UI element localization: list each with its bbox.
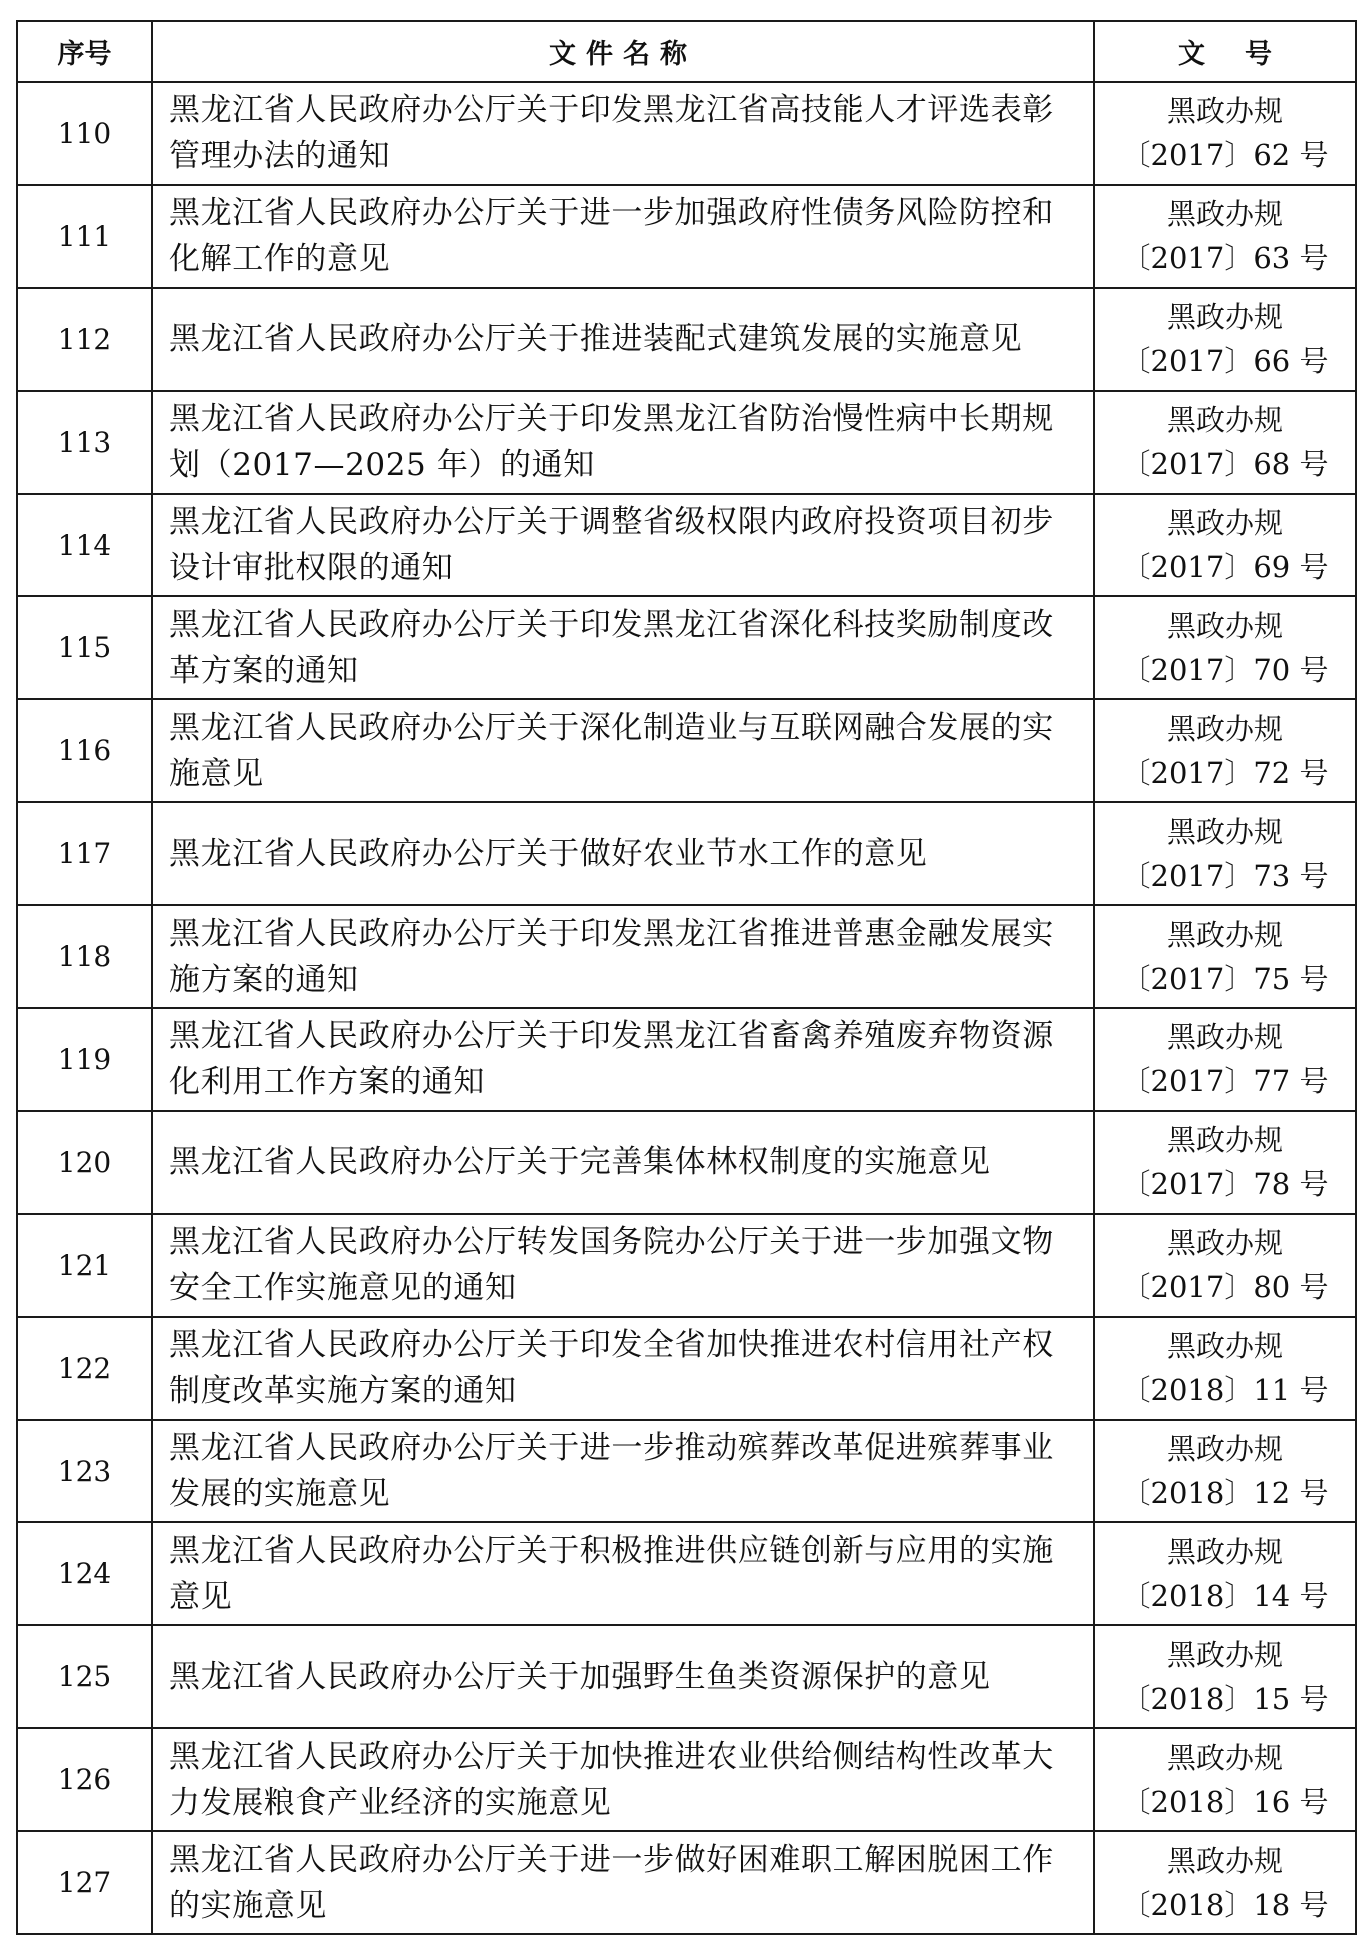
row-document-number <box>1094 1214 1356 1317</box>
table-row <box>17 1317 1356 1420</box>
document-issuer: 黑政办规 <box>1166 1637 1283 1672</box>
document-issuer: 黑政办规 <box>1166 1020 1283 1055</box>
header-row <box>17 21 1356 82</box>
table-row <box>17 288 1356 391</box>
row-document-number <box>1094 802 1356 905</box>
row-document-number <box>1094 1522 1356 1625</box>
document-page <box>16 20 1355 1935</box>
row-document-number <box>1094 1420 1356 1523</box>
document-issuer: 黑政办规 <box>1166 608 1283 643</box>
table-row <box>17 699 1356 802</box>
document-ref-number: 〔2018〕11 号 <box>1121 1373 1329 1408</box>
document-issuer: 黑政办规 <box>1166 197 1283 232</box>
row-document-title: 黑龙江省人民政府办公厅关于做好农业节水工作的意见 <box>152 802 1094 905</box>
row-serial-number: 122 <box>17 1317 152 1420</box>
row-document-number <box>1094 1625 1356 1728</box>
header-document-number: 文号 <box>1094 21 1356 82</box>
row-document-title: 黑龙江省人民政府办公厅关于调整省级权限内政府投资项目初步设计审批权限的通知 <box>152 494 1094 597</box>
row-document-title: 黑龙江省人民政府办公厅关于印发黑龙江省高技能人才评选表彰管理办法的通知 <box>152 82 1094 185</box>
document-ref-number: 〔2018〕18 号 <box>1121 1887 1329 1922</box>
table-row <box>17 391 1356 494</box>
table-row <box>17 802 1356 905</box>
row-serial-number: 111 <box>17 185 152 288</box>
document-issuer: 黑政办规 <box>1166 1432 1283 1467</box>
row-document-number <box>1094 905 1356 1008</box>
row-document-number <box>1094 1008 1356 1111</box>
document-issuer: 黑政办规 <box>1166 1226 1283 1261</box>
document-ref-number: 〔2017〕77 号 <box>1121 1064 1329 1099</box>
row-serial-number: 121 <box>17 1214 152 1317</box>
table-row <box>17 596 1356 699</box>
row-document-title: 黑龙江省人民政府办公厅关于进一步加强政府性债务风险防控和化解工作的意见 <box>152 185 1094 288</box>
row-serial-number: 114 <box>17 494 152 597</box>
document-issuer: 黑政办规 <box>1166 1740 1283 1775</box>
document-table <box>16 20 1357 1935</box>
document-ref-number: 〔2017〕68 号 <box>1121 447 1329 482</box>
row-document-number <box>1094 1728 1356 1831</box>
table-row <box>17 494 1356 597</box>
document-issuer: 黑政办规 <box>1166 1123 1283 1158</box>
table-row <box>17 185 1356 288</box>
document-ref-number: 〔2017〕80 号 <box>1121 1270 1329 1305</box>
document-issuer: 黑政办规 <box>1166 1329 1283 1364</box>
row-serial-number: 113 <box>17 391 152 494</box>
row-document-title: 黑龙江省人民政府办公厅关于深化制造业与互联网融合发展的实施意见 <box>152 699 1094 802</box>
row-serial-number: 115 <box>17 596 152 699</box>
row-serial-number: 127 <box>17 1831 152 1934</box>
row-document-title: 黑龙江省人民政府办公厅关于进一步做好困难职工解困脱困工作的实施意见 <box>152 1831 1094 1934</box>
document-issuer: 黑政办规 <box>1166 814 1283 849</box>
document-issuer: 黑政办规 <box>1166 300 1283 335</box>
row-document-number <box>1094 391 1356 494</box>
row-document-number <box>1094 185 1356 288</box>
table-row <box>17 1008 1356 1111</box>
table-row <box>17 1831 1356 1934</box>
table-row <box>17 1728 1356 1831</box>
row-serial-number: 124 <box>17 1522 152 1625</box>
row-document-title: 黑龙江省人民政府办公厅关于印发黑龙江省防治慢性病中长期规划（2017—2025 年）的通知 <box>152 391 1094 494</box>
document-ref-number: 〔2017〕63 号 <box>1121 241 1329 276</box>
row-document-title: 黑龙江省人民政府办公厅关于完善集体林权制度的实施意见 <box>152 1111 1094 1214</box>
table-row <box>17 1522 1356 1625</box>
document-ref-number: 〔2018〕16 号 <box>1121 1784 1329 1819</box>
row-serial-number: 110 <box>17 82 152 185</box>
document-ref-number: 〔2017〕66 号 <box>1121 344 1329 379</box>
row-serial-number: 123 <box>17 1420 152 1523</box>
table-header <box>17 21 1356 82</box>
row-document-number <box>1094 596 1356 699</box>
row-serial-number: 119 <box>17 1008 152 1111</box>
row-document-title: 黑龙江省人民政府办公厅关于加快推进农业供给侧结构性改革大力发展粮食产业经济的实施意见 <box>152 1728 1094 1831</box>
row-serial-number: 126 <box>17 1728 152 1831</box>
document-ref-number: 〔2017〕73 号 <box>1121 858 1329 893</box>
header-document-title: 文件名称 <box>152 21 1094 82</box>
document-ref-number: 〔2018〕15 号 <box>1121 1681 1329 1716</box>
table-row <box>17 1214 1356 1317</box>
row-serial-number: 116 <box>17 699 152 802</box>
row-document-title: 黑龙江省人民政府办公厅关于进一步推动殡葬改革促进殡葬事业发展的实施意见 <box>152 1420 1094 1523</box>
row-document-number <box>1094 1111 1356 1214</box>
row-serial-number: 118 <box>17 905 152 1008</box>
table-row <box>17 82 1356 185</box>
table-body <box>17 82 1356 1934</box>
document-issuer: 黑政办规 <box>1166 917 1283 952</box>
table-row <box>17 1111 1356 1214</box>
row-document-title: 黑龙江省人民政府办公厅关于加强野生鱼类资源保护的意见 <box>152 1625 1094 1728</box>
row-serial-number: 125 <box>17 1625 152 1728</box>
row-document-number <box>1094 699 1356 802</box>
row-serial-number: 120 <box>17 1111 152 1214</box>
document-issuer: 黑政办规 <box>1166 403 1283 438</box>
row-document-number <box>1094 82 1356 185</box>
row-document-title: 黑龙江省人民政府办公厅关于印发黑龙江省畜禽养殖废弃物资源化利用工作方案的通知 <box>152 1008 1094 1111</box>
row-serial-number: 112 <box>17 288 152 391</box>
row-document-number <box>1094 1317 1356 1420</box>
document-ref-number: 〔2017〕75 号 <box>1121 961 1329 996</box>
document-issuer: 黑政办规 <box>1166 711 1283 746</box>
table-row <box>17 1625 1356 1728</box>
document-issuer: 黑政办规 <box>1166 506 1283 540</box>
document-issuer: 黑政办规 <box>1166 94 1283 129</box>
table-row <box>17 905 1356 1008</box>
row-document-title: 黑龙江省人民政府办公厅关于印发黑龙江省推进普惠金融发展实施方案的通知 <box>152 905 1094 1008</box>
document-ref-number: 〔2017〕62 号 <box>1121 138 1329 173</box>
row-document-number <box>1094 494 1356 597</box>
row-document-number <box>1094 288 1356 391</box>
row-document-title: 黑龙江省人民政府办公厅关于积极推进供应链创新与应用的实施意见 <box>152 1522 1094 1625</box>
row-document-number <box>1094 1831 1356 1934</box>
table-row <box>17 1420 1356 1523</box>
row-document-title: 黑龙江省人民政府办公厅关于印发黑龙江省深化科技奖励制度改革方案的通知 <box>152 596 1094 699</box>
header-serial-number: 序号 <box>17 21 152 82</box>
document-ref-number: 〔2017〕70 号 <box>1121 652 1329 687</box>
row-document-title: 黑龙江省人民政府办公厅转发国务院办公厅关于进一步加强文物安全工作实施意见的通知 <box>152 1214 1094 1317</box>
row-serial-number: 117 <box>17 802 152 905</box>
document-ref-number: 〔2018〕14 号 <box>1121 1578 1329 1613</box>
document-ref-number: 〔2017〕69 号 <box>1121 550 1329 584</box>
row-document-title: 黑龙江省人民政府办公厅关于推进装配式建筑发展的实施意见 <box>152 288 1094 391</box>
row-document-title: 黑龙江省人民政府办公厅关于印发全省加快推进农村信用社产权制度改革实施方案的通知 <box>152 1317 1094 1420</box>
document-ref-number: 〔2018〕12 号 <box>1121 1476 1329 1511</box>
document-ref-number: 〔2017〕72 号 <box>1121 755 1329 790</box>
document-issuer: 黑政办规 <box>1166 1843 1283 1878</box>
document-ref-number: 〔2017〕78 号 <box>1121 1167 1329 1202</box>
document-issuer: 黑政办规 <box>1166 1534 1283 1569</box>
